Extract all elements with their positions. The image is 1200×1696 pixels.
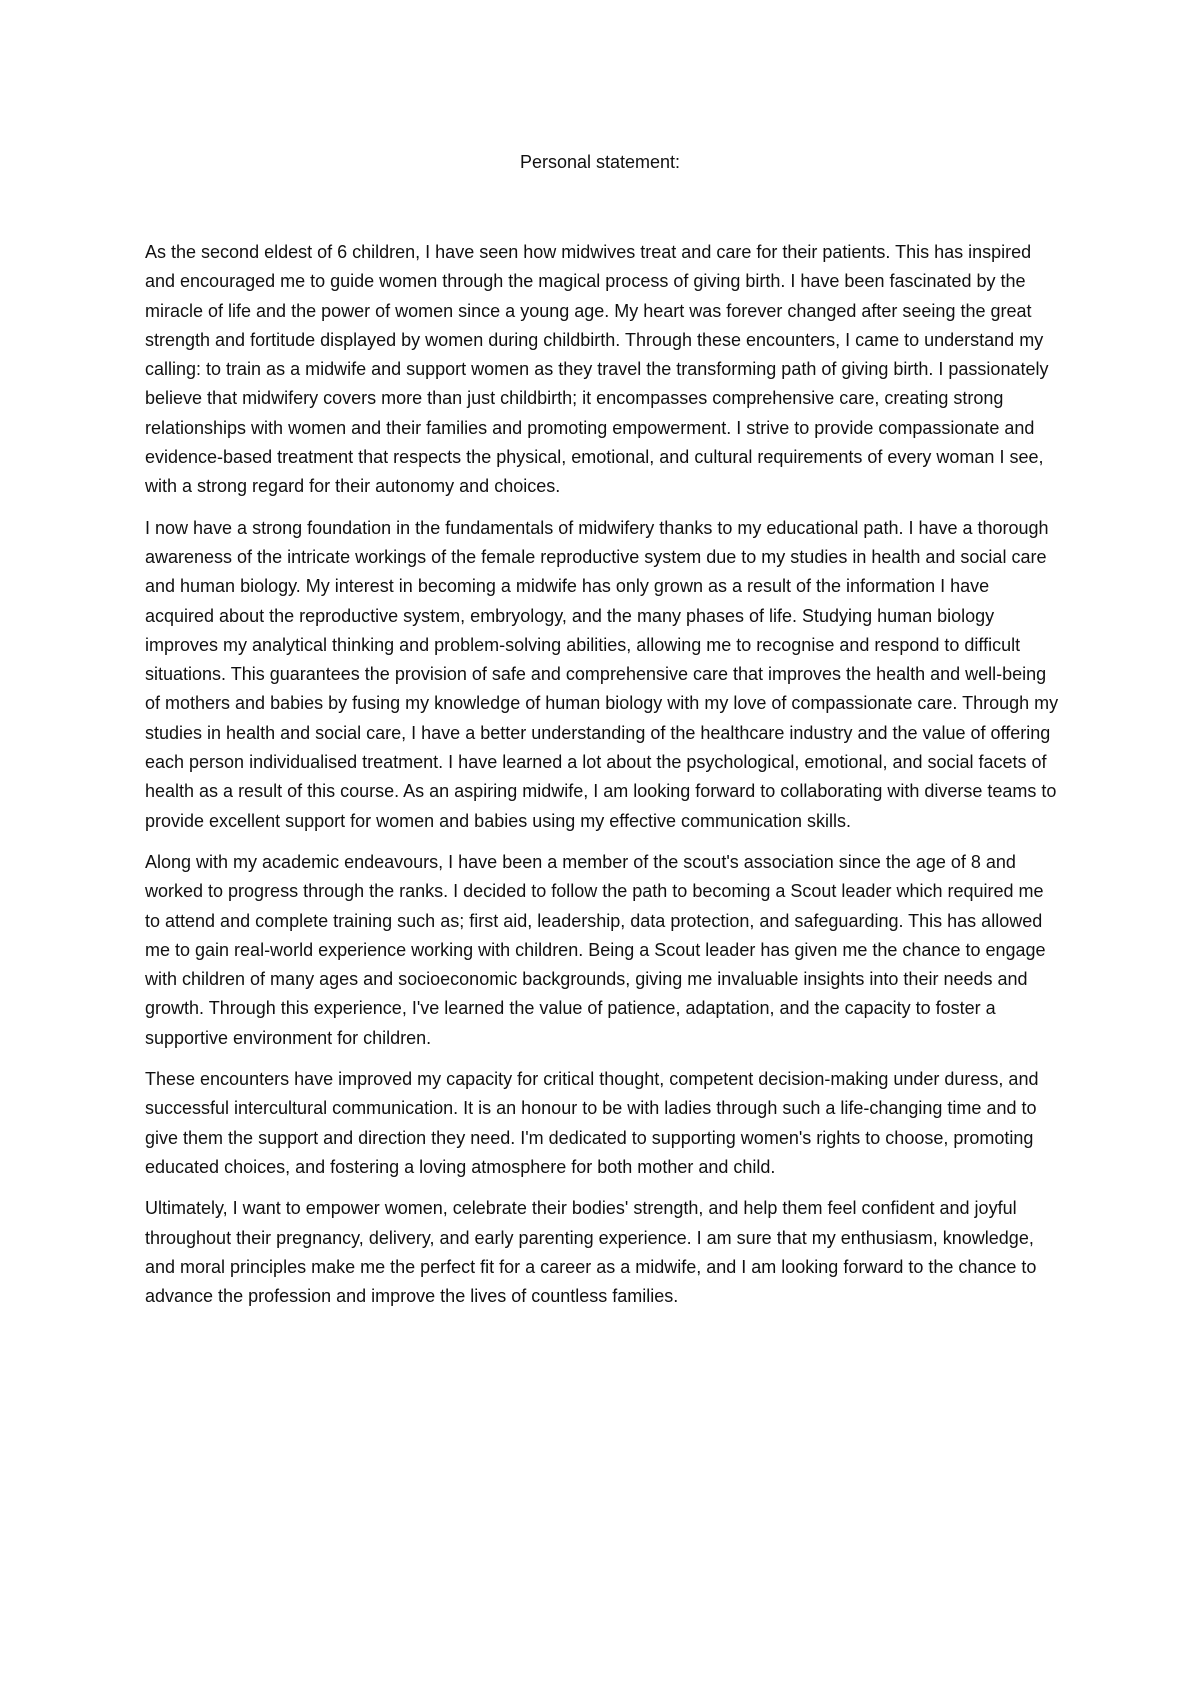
document-body (145, 238, 1060, 1323)
paragraph-3: Along with my academic endeavours, I have been a member of the scout's association since the age of 8 and worked to progress through the ranks. I decided to follow the path to becoming a Scout leader which required me to attend and complete training such as; first aid, leadership, data protection, and safeguarding. This has allowed me to gain real-world experience working with children. Being a Scout leader has given me the chance to engage with children of many ages and socioeconomic backgrounds, giving me invaluable insights into their needs and growth. Through this experience, I've learned the value of patience, adaptation, and the capacity to foster a supportive environment for children. (145, 851, 1046, 1048)
document-title: Personal statement: (519, 152, 681, 172)
paragraph-4: These encounters have improved my capacity for critical thought, competent decision-making under duress, and successful intercultural communication. It is an honour to be with ladies through such a life-changing time and to give them the support and direction they need. I'm dedicated to supporting women's rights to choose, promoting educated choices, and fostering a loving atmosphere for both mother and child. (145, 1069, 1039, 1177)
paragraph-5: Ultimately, I want to empower women, celebrate their bodies' strength, and help them feel confident and joyful throughout their pregnancy, delivery, and early parenting experience. I am sure that my enthusiasm, knowledge, and moral principles make me the perfect fit for a career as a midwife, and I am looking forward to the chance to advance the profession and improve the lives of countless families. (145, 1198, 1037, 1307)
paragraph-2: I now have a strong foundation in the fundamentals of midwifery thanks to my educational path. I have a thorough awareness of the intricate workings of the female reproductive system due to my studies in health and social care and human biology. My interest in becoming a midwife has only grown as a result of the information I have acquired about the reproductive system, embryology, and the many phases of life. Studying human biology improves my analytical thinking and problem-solving abilities, allowing me to recognise and respond to difficult situations. This guarantees the provision of safe and comprehensive care that improves the health and well-being of mothers and babies by fusing my knowledge of human biology with my love of compassionate care. Through my studies in health and social care, I have a better understanding of the healthcare industry and the value of offering each person individualised treatment. I have learned a lot about the psychological, emotional, and social facets of health as a result of this course. As an aspiring midwife, I am looking forward to collaborating with diverse teams to provide excellent support for women and babies using my effective communication skills. (145, 517, 1059, 831)
paragraph-1: As the second eldest of 6 children, I have seen how midwives treat and care for their patients. This has inspired and encouraged me to guide women through the magical process of giving birth. I have been fascinated by the miracle of life and the power of women since a young age. My heart was forever changed after seeing the great strength and fortitude displayed by women during childbirth. Through these encounters, I came to understand my calling: to train as a midwife and support women as they travel the transforming path of giving birth. I passionately believe that midwifery covers more than just childbirth; it encompasses comprehensive care, creating strong relationships with women and their families and promoting empowerment. I strive to provide compassionate and evidence-based treatment that respects the physical, emotional, and cultural requirements of every woman I see, with a strong regard for their autonomy and choices. (145, 242, 1049, 497)
